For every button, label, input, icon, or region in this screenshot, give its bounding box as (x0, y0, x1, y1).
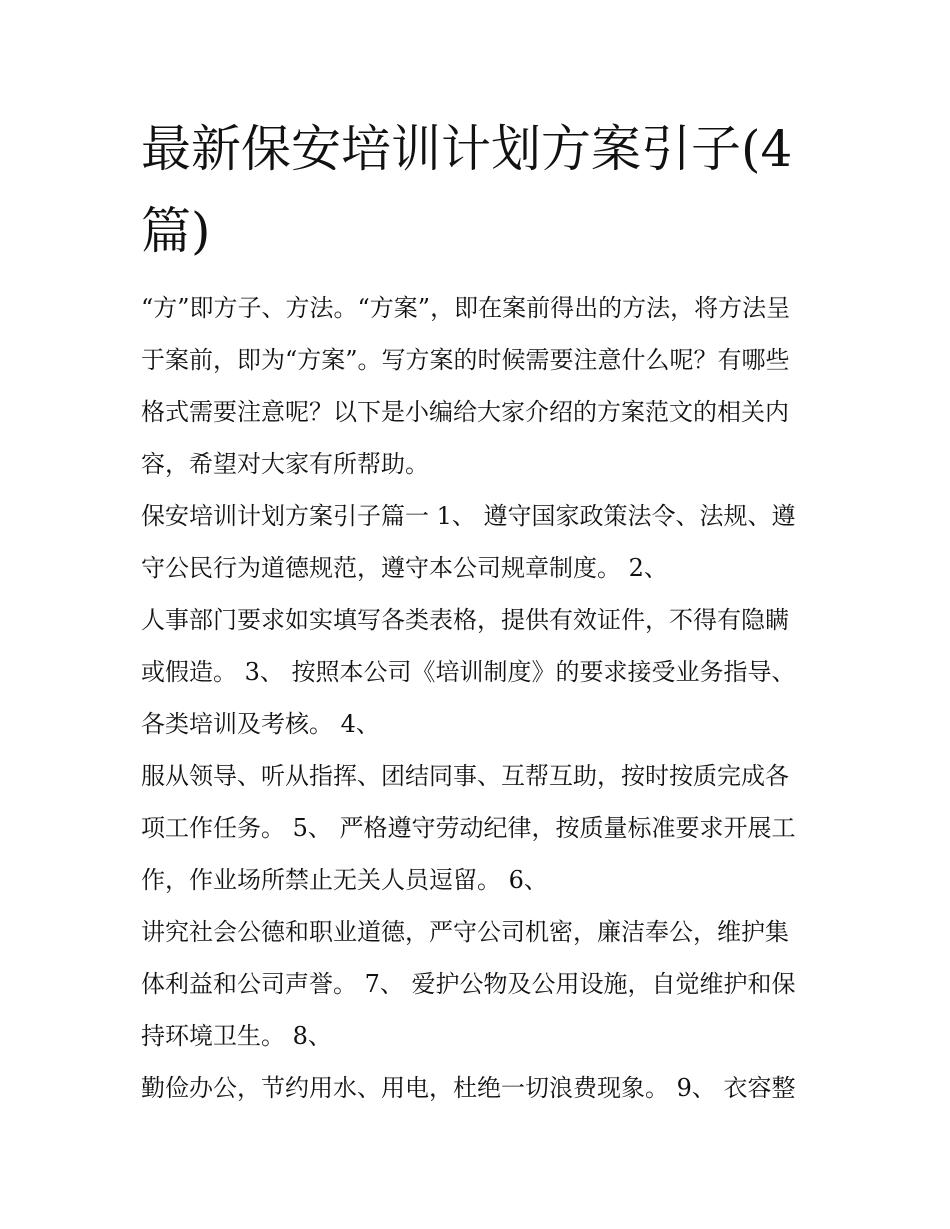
document-title (141, 108, 813, 272)
paragraph-intro (141, 282, 813, 490)
paragraph-ethics (141, 906, 813, 1062)
text-line: 守公民行为道德规范，遵守本公司规章制度。 2、 (141, 554, 668, 582)
text-line: 或假造。 3、 按照本公司《培训制度》的要求接受业务指导、 (141, 658, 796, 686)
title-line: 最新保安培训计划方案引子(4 (141, 120, 793, 178)
text-line: 作，作业场所禁止无关人员逗留。 6、 (141, 866, 548, 894)
text-line: 于案前，即为“方案”。写方案的时候需要注意什么呢？有哪些 (141, 346, 790, 374)
paragraph-obey (141, 750, 813, 906)
text-line: 项工作任务。 5、 严格遵守劳动纪律，按质量标准要求开展工 (141, 814, 796, 842)
text-line: 服从领导、听从指挥、团结同事、互帮互助，按时按质完成各 (141, 762, 789, 790)
title-line: 篇) (141, 202, 211, 260)
paragraph-hr (141, 594, 813, 750)
text-line: 人事部门要求如实填写各类表格，提供有效证件，不得有隐瞒 (141, 606, 789, 634)
document-page (141, 108, 813, 1114)
text-line: 体利益和公司声誉。 7、 爱护公物及公用设施，自觉维护和保 (141, 970, 796, 998)
text-line: 保安培训计划方案引子篇一 1、 遵守国家政策法令、法规、遵 (141, 502, 796, 530)
text-line: 勤俭办公，节约用水、用电，杜绝一切浪费现象。 9、 衣容整 (141, 1074, 796, 1102)
paragraph-thrift (141, 1062, 813, 1114)
text-line: 容，希望对大家有所帮助。 (141, 450, 429, 478)
text-line: 讲究社会公德和职业道德，严守公司机密，廉洁奉公，维护集 (141, 918, 789, 946)
text-line: 各类培训及考核。 4、 (141, 710, 380, 738)
text-line: 格式需要注意呢？以下是小编给大家介绍的方案范文的相关内 (141, 398, 789, 426)
document-body (141, 282, 813, 1114)
paragraph-section-one (141, 490, 813, 594)
text-line: “方”即方子、方法。“方案”，即在案前得出的方法，将方法呈 (141, 294, 791, 322)
text-line: 持环境卫生。 8、 (141, 1022, 332, 1050)
